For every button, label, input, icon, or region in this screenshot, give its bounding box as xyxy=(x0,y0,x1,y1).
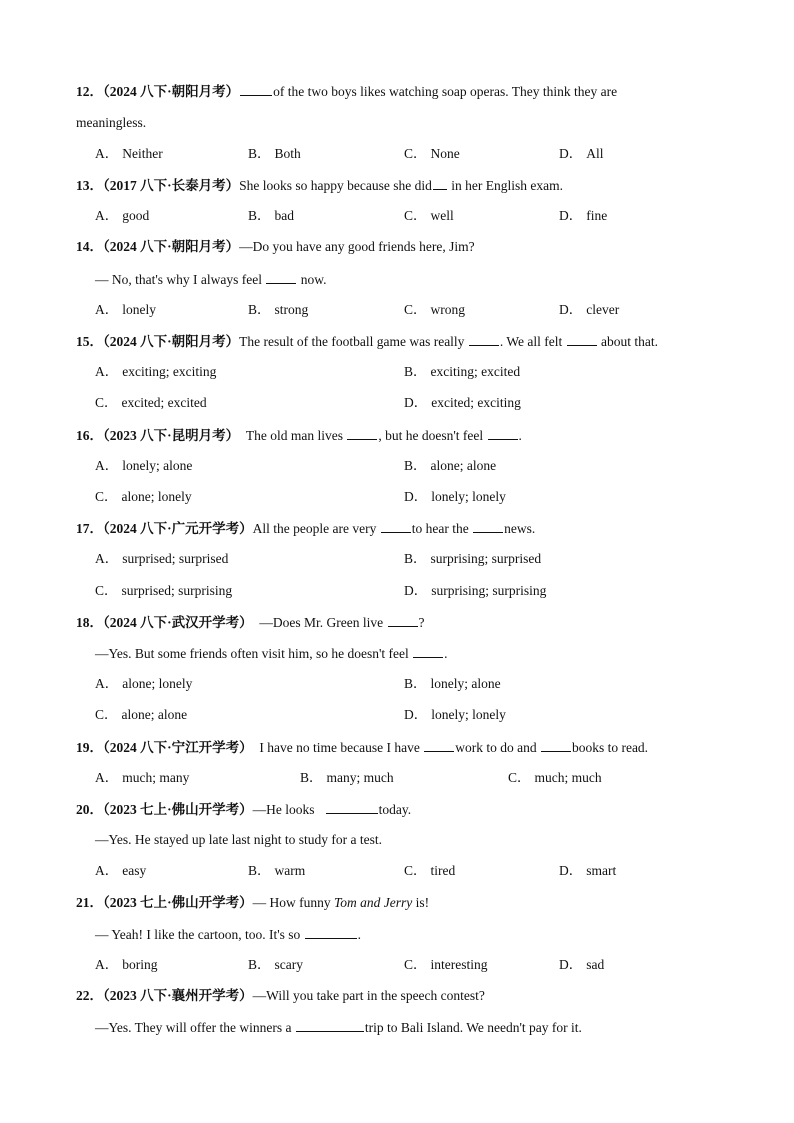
option-a[interactable]: A． lonely xyxy=(95,302,156,317)
option-d[interactable]: D． surprising; surprising xyxy=(404,583,547,598)
option-b[interactable]: B． scary xyxy=(248,957,303,972)
option-c[interactable]: C． None xyxy=(404,146,460,161)
question-17-stem: 17．（2024 八下·广元开学考）All the people are very to hear the news. xyxy=(76,521,536,536)
question-number: 19． xyxy=(76,740,103,755)
answer-blank[interactable] xyxy=(424,738,454,752)
option-d[interactable]: D． sad xyxy=(559,957,605,972)
option-a[interactable]: A． exciting; exciting xyxy=(95,364,217,379)
answer-blank[interactable] xyxy=(296,1018,364,1032)
question-13-stem: 13．（2017 八下·长泰月考）She looks so happy because she did in her English exam. xyxy=(76,178,563,193)
question-number: 18． xyxy=(76,615,103,630)
option-d[interactable]: D． excited; exciting xyxy=(404,395,521,410)
question-21-response: — Yeah! I like the cartoon, too. It's so . xyxy=(95,927,362,942)
answer-blank[interactable] xyxy=(567,332,597,346)
question-source: （2017 八下·长泰月考） xyxy=(103,178,240,193)
option-c[interactable]: C． alone; lonely xyxy=(95,489,192,504)
question-source: （2023 七上·佛山开学考） xyxy=(103,802,253,817)
question-15-stem: 15．（2024 八下·朝阳月考）The result of the football game was really . We all felt about that. xyxy=(76,334,658,349)
question-number: 15． xyxy=(76,334,103,349)
answer-blank[interactable] xyxy=(388,613,418,627)
answer-blank[interactable] xyxy=(381,519,411,533)
question-number: 12． xyxy=(76,84,103,99)
answer-blank[interactable] xyxy=(541,738,571,752)
question-12-stem: 12．（2024 八下·朝阳月考） of the two boys likes watching soap operas. They think they are xyxy=(76,84,618,99)
question-21-stem: 21．（2023 七上·佛山开学考）— How funny Tom and Jerry is! xyxy=(76,895,430,910)
answer-blank[interactable] xyxy=(473,519,503,533)
cartoon-title: Tom and Jerry xyxy=(334,895,413,910)
question-number: 21． xyxy=(76,895,103,910)
question-18-response: —Yes. But some friends often visit him, so he doesn't feel . xyxy=(95,646,448,661)
answer-blank[interactable] xyxy=(488,426,518,440)
option-b[interactable]: B． alone; alone xyxy=(404,458,497,473)
option-c[interactable]: C． excited; excited xyxy=(95,395,207,410)
question-source: （2024 八下·朝阳月考） xyxy=(103,239,240,254)
option-b[interactable]: B． bad xyxy=(248,208,295,223)
option-a[interactable]: A． alone; lonely xyxy=(95,676,193,691)
option-b[interactable]: B． surprising; surprised xyxy=(404,551,542,566)
answer-blank[interactable] xyxy=(266,270,296,284)
question-16-stem: 16．（2023 八下·昆明月考） The old man lives , but he doesn't feel . xyxy=(76,428,522,443)
option-a[interactable]: A． Neither xyxy=(95,146,163,161)
option-d[interactable]: D． All xyxy=(559,146,604,161)
answer-blank[interactable] xyxy=(347,426,377,440)
question-source: （2024 八下·武汉开学考） xyxy=(103,615,253,630)
question-number: 13． xyxy=(76,178,103,193)
option-c[interactable]: C． well xyxy=(404,208,454,223)
option-a[interactable]: A． surprised; surprised xyxy=(95,551,229,566)
option-c[interactable]: C． interesting xyxy=(404,957,488,972)
option-a[interactable]: A． much; many xyxy=(95,770,190,785)
question-20-stem: 20．（2023 七上·佛山开学考）—He looks today. xyxy=(76,802,412,817)
question-number: 22． xyxy=(76,988,103,1003)
option-a[interactable]: A． good xyxy=(95,208,150,223)
option-c[interactable]: C． alone; alone xyxy=(95,707,188,722)
question-22-stem: 22．（2023 八下·襄州开学考）—Will you take part in the speech contest? xyxy=(76,988,485,1003)
answer-blank[interactable] xyxy=(326,800,378,814)
answer-blank[interactable] xyxy=(305,925,357,939)
option-b[interactable]: B． warm xyxy=(248,863,306,878)
question-number: 20． xyxy=(76,802,103,817)
question-source: （2024 八下·宁江开学考） xyxy=(103,740,253,755)
option-b[interactable]: B． strong xyxy=(248,302,309,317)
question-19-stem: 19．（2024 八下·宁江开学考） I have no time because I have work to do and books to read. xyxy=(76,740,649,755)
option-d[interactable]: D． smart xyxy=(559,863,617,878)
option-d[interactable]: D． lonely; lonely xyxy=(404,489,506,504)
question-number: 14． xyxy=(76,239,103,254)
option-c[interactable]: C． wrong xyxy=(404,302,466,317)
question-number: 17． xyxy=(76,521,103,536)
option-c[interactable]: C． much; much xyxy=(508,770,602,785)
answer-blank[interactable] xyxy=(240,82,272,96)
question-number: 16． xyxy=(76,428,103,443)
option-a[interactable]: A． lonely; alone xyxy=(95,458,193,473)
question-14-response: — No, that's why I always feel now. xyxy=(95,272,327,287)
question-14-stem: 14．（2024 八下·朝阳月考）—Do you have any good friends here, Jim? xyxy=(76,239,475,254)
option-a[interactable]: A． easy xyxy=(95,863,147,878)
question-source: （2024 八下·朝阳月考） xyxy=(103,84,240,99)
option-b[interactable]: B． many; much xyxy=(300,770,394,785)
answer-blank[interactable] xyxy=(469,332,499,346)
option-c[interactable]: C． tired xyxy=(404,863,456,878)
question-source: （2023 八下·襄州开学考） xyxy=(103,988,253,1003)
answer-blank[interactable] xyxy=(413,644,443,658)
option-d[interactable]: D． fine xyxy=(559,208,608,223)
question-source: （2024 八下·广元开学考） xyxy=(103,521,253,536)
option-b[interactable]: B． Both xyxy=(248,146,301,161)
option-a[interactable]: A． boring xyxy=(95,957,158,972)
question-source: （2023 七上·佛山开学考） xyxy=(103,895,253,910)
option-d[interactable]: D． clever xyxy=(559,302,620,317)
option-c[interactable]: C． surprised; surprising xyxy=(95,583,233,598)
question-20-response: —Yes. He stayed up late last night to study for a test. xyxy=(95,832,382,847)
question-22-response: —Yes. They will offer the winners a trip to Bali Island. We needn't pay for it. xyxy=(95,1020,582,1035)
question-18-stem: 18．（2024 八下·武汉开学考） —Does Mr. Green live ? xyxy=(76,615,425,630)
option-d[interactable]: D． lonely; lonely xyxy=(404,707,506,722)
option-b[interactable]: B． lonely; alone xyxy=(404,676,501,691)
option-b[interactable]: B． exciting; excited xyxy=(404,364,521,379)
question-source: （2023 八下·昆明月考） xyxy=(103,428,240,443)
question-source: （2024 八下·朝阳月考） xyxy=(103,334,240,349)
question-12-stem-cont: meaningless. xyxy=(76,115,147,130)
answer-blank[interactable] xyxy=(433,176,447,190)
